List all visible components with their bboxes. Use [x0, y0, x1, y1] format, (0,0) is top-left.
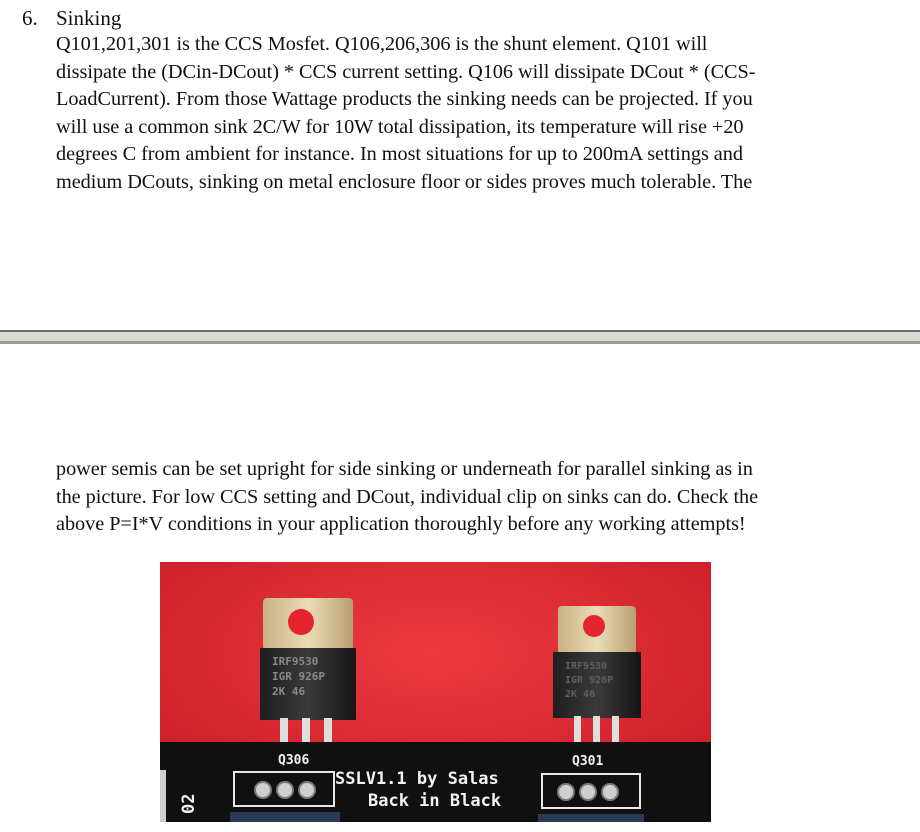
text-line: dissipate the (DCin-DCout) * CCS current setting. Q106 will dissipate DCout * (CCS- [56, 60, 756, 83]
silk-board-subtitle: Back in Black [368, 791, 502, 811]
silk-ref-q306: Q306 [278, 753, 310, 768]
section-title: Sinking [56, 6, 122, 30]
pcb-photo [160, 562, 711, 822]
text-line: degrees C from ambient for instance. In most situations for up to 200mA settings and [56, 143, 743, 166]
silk-edge-label: 02 [179, 793, 199, 814]
text-line: medium DCouts, sinking on metal enclosure floor or sides proves much tolerable. The [56, 170, 753, 193]
part-marking: IGR 926P [272, 670, 325, 683]
part-marking: 2K 46 [272, 685, 306, 698]
part-marking: IRF9530 [272, 655, 319, 668]
page-break-divider [0, 330, 920, 344]
text-line: Q101,201,301 is the CCS Mosfet. Q106,206,306 is the shunt element. Q101 will [56, 33, 708, 55]
text-line: power semis can be set upright for side sinking or underneath for parallel sinking as in [56, 458, 753, 480]
part-marking: IRF9530 [565, 661, 608, 672]
section-heading [22, 6, 121, 30]
paragraph-sinking-intro [56, 31, 906, 197]
text-line: above P=I*V conditions in your application thoroughly before any working attempts! [56, 513, 746, 536]
silk-ref-q301: Q301 [572, 754, 604, 769]
silk-board-title: SSLV1.1 by Salas [335, 769, 499, 789]
text-line: will use a common sink 2C/W for 10W total dissipation, its temperature will rise +20 [56, 115, 744, 138]
section-number: 6. [22, 6, 38, 30]
paragraph-sinking-continued [56, 456, 906, 539]
text-line: the picture. For low CCS setting and DCout, individual clip on sinks can do. Check the [56, 485, 759, 508]
text-line: LoadCurrent). From those Wattage products the sinking needs can be projected. If you [56, 88, 753, 111]
part-marking: 2K 46 [565, 689, 596, 700]
part-marking: IGR 926P [565, 675, 614, 686]
